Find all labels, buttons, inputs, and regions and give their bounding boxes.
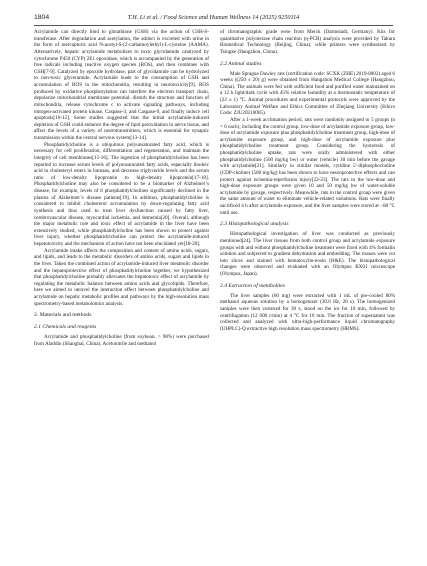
right-column <box>220 29 395 332</box>
paragraph: Acrylamide and phosphatidylcholine (from soybean, > 98%) were purchased from Aladdin (Shanghai, China). Acetonitrile and methanol <box>34 334 209 347</box>
section-heading: 2. Materials and methods <box>34 312 92 319</box>
paragraph: of chromatographic grade were from Merck (Darmstadt, Germany). Kits for quantitative polymerase chain reaction (q-PCR) analysis were provided by Takara Biomedical Technology (Beijing, China), while primers were synthesized by Tsingke (Hangzhou, China). <box>220 29 395 55</box>
running-title: T.H. Li et al. / Food Science and Human Wellness 14 (2025) 9250114 <box>127 14 300 21</box>
paragraph: Acrylamide can directly bind to glutathione (GSH) via the action of GSH-S-transferase. After degradation and acetylation, the adduct is excreted with urine in the form of mercapturic acid N-acetyl-S-(2-carbamoylethyl)-L-cysteine (AAMA). Alternatively, hepatic acrylamide metabolizes to toxic glycidamide catalyzed by cytochrome P450 (CYP) 2E1 epoxidase, which is accompanied by the generation of free radicals including reactive oxygen species (ROS), and then combines with GSH[7-9]. Catalyzed by epoxide hydrolase, part of glycidamide can be hydrolyzed to non-toxic glyceramide. Acrylamide leads to the consumption of GSH and accumulation of ROS in the mitochondria, resulting in neurotoxicity[9]. ROS produced by oxidative phosphorylation can interfere the electron transport chain, depolarize mitochondrial membrane potential, disturb the structure and function of mitochondria, release cytochrome c to activate signaling pathways, including mitogen-activated protein kinase, Caspase-3, and Caspase-9, and finally induce cell apoptosis[10-12]. Some studies suggested that the initial acrylamide-induced depletion of GSH could enhance the degree of lipid peroxidation in nerve tissue, and affect the levels of a variety of neurotransmitters, which is essential for synaptic transmission within the central nervous system[13-14]. <box>34 29 209 141</box>
left-column <box>34 29 209 348</box>
paragraph: The liver samples (60 mg) were extracted with 1 mL of pre-cooled 80% methanol aqueous solution by a homogenizer (30.0 Hz, 20 s). The homogenized samples were then vortexed for 30 s, stood on the ice for 10 min, followed by centrifugation (12 000 r/min) at 4 °C for 10 min. The fraction of supernatant was collected and analyzed with ultra-high-performance liquid chromatography (UHPLC)-Q extractive high resolution mass spectrometry (HRMS). <box>220 292 395 332</box>
subsection-heading: 2.2 Animal studies <box>220 60 262 67</box>
paragraph: After a 1-week acclimation period, rats were randomly assigned to 5 groups (n = 6 each), including the control group, low-dose of acrylamide exposure group, low-dose of acrylamide exposure plus phosphatidylcholine treatment group, high-dose of acrylamide exposure group, and high-dose of acrylamide exposure plus phosphatidylcholine treatment group. Considering the hysteresis of phosphatidylcholine uptake, rats were orally administered with either phosphatidylcholine (500 mg/kg bw) or water (vehicle) 30 min before the gavage with acrylamide[21]. Similarly in similar models, cytidine 5′-diphosphocholine (CDP-choline) (500 mg/kg) has been shown to have neuroprotective effects and can protect against ischemia-reperfusion injury[22-23]. The rats in the low-dose and high-dose exposure groups were given 10 and 50 mg/kg bw of water-soluble acrylamide by gavage, respectively. Meanwhile, rats in the control group were given the same amount of water to eliminate vehicle-related variations. Rats were finally sacrificed 4 h after acrylamide exposure, and the liver samples were stored at −80 °C until use. <box>220 116 395 216</box>
paragraph: Phosphatidylcholine is a ubiquitous polyunsaturated fatty acid, which is necessary for cell proliferation, differentiation and regeneration, and maintain the integrity of cell membranes[15-16]. The ingestion of phosphatidylcholine has been reported to increase serum levels of polyunsaturated fatty acids, especially linoleic acid in cholesteryl esters in humans, and decrease triglyceride levels and the serum ratio of low-density lipoprotein to high-density lipoprotein[17-18]. Phosphatidylcholine may also be considered to be a biomarker of Alzheimer’s disease, for example, levels of 8 phosphatidylcholines significantly declined in the plasma of Alzheimer’s disease patients[19]. In addition, phosphatidylcholine is considered to inhibit cholesterol accumulation by down-regulating fatty acid synthesis and thus used to treat liver dysfunction caused by fatty liver, cerebrovascular disease, myocardial ischemia, and dementia[20]. Overall, although the major metabolic role and toxic effect of acrylamide in the liver have been extensively studied, while phosphatidylcholine has been shown to protect against liver injury, whether phosphatidylcholine can protect the acrylamide-induced hepatotoxicity and the mechanism of action have not been elucidated yet[18-20]. <box>34 141 209 247</box>
page-header <box>34 13 393 23</box>
paragraph: Histopathological investigation of liver was conducted as previously mentioned[24]. The liver tissues from both control group and acrylamide exposure groups with and without phosphatidylcholine treatment were fixed with 4% formalin solution and subjected to gradient dehydration and embedding. The tissues were cut into slices and stained with hematoxylin-eosin (H&E). The histopathological changes were observed and evaluated with an Olympus BX61 microscope (Olympus, Japan). <box>220 231 395 277</box>
subsection-heading: 2.1 Chemicals and reagents <box>34 324 97 331</box>
page-number: 1804 <box>34 14 50 21</box>
subsection-heading: 2.4 Extraction of metabolites <box>220 282 285 289</box>
header-rule <box>34 25 393 26</box>
paragraph: Acrylamide intake affects the composition and content of amino acids, sugars, and lipids, and leads to the metabolic disorders of amino acids, sugars and lipids in the liver. Taken the combined action of acrylamide-induced liver metabolic disorder and the hepatoprotective effect of phosphatidylcholine together, we hypothesized that phosphatidylcholine probably alleviates the hepatotoxic effect of acrylamide by regulating the metabolic balance between amino acids and glycolipids. Therefore, here we aimed to unravel the interaction effect between phosphatidylcholine and acrylamide on hepatic metabolic profiles and pathways by the high-resolution mass spectrometry-based metabolomics analysis. <box>34 247 209 307</box>
paragraph: Male Sprague Dawley rats (certification code: SCXK (ZHE) 2019-0002) aged 6 weeks ((250 ± 20) g) were obtained from Hangzhou Medical College (Hangzhou, China). The animals were fed with sufficient food and purified water maintained on a 12 h light/dark cycle with 45% relative humidity at a thermostatic temperature of (22 ± 1) °C. Animal procedures and experimental protocols were approved by the Laboratory Animal Welfare and Ethics Committee of Zhejiang University (Ethics Code: ZJU20210065). <box>220 70 395 117</box>
subsection-heading: 2.3 Histopathological analysis <box>220 221 289 228</box>
